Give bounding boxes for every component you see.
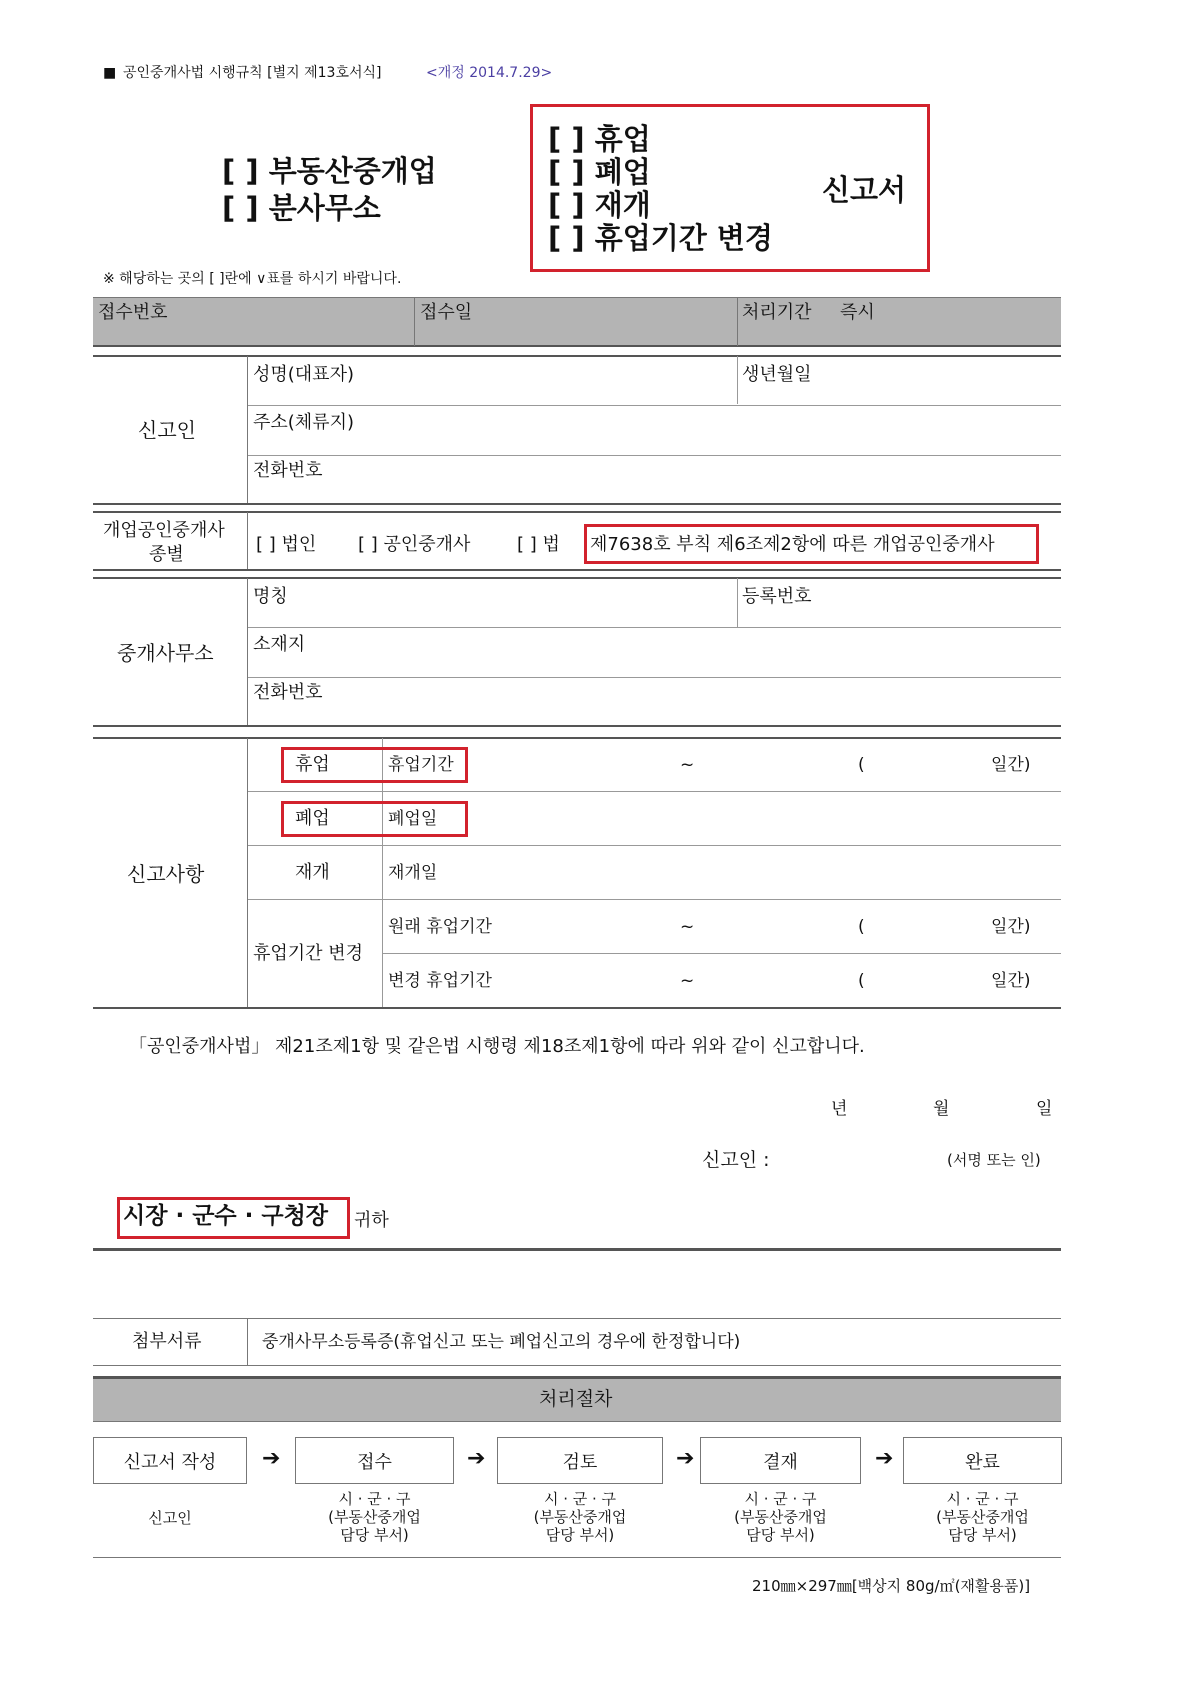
processing-period-value: 즉시 [840,302,875,323]
procedure-arrow-1: ➔ [262,1446,281,1471]
broker-type-corporation[interactable]: [ ] 법인 [256,534,317,555]
original-period-paren: ( [858,917,865,937]
procedure-step-5-actor: 시 · 군 · 구 (부동산중개업 담당 부서) [936,1490,1029,1544]
source-mark: ■ [103,65,117,81]
attachment-value: 중개사무소등록증(휴업신고 또는 폐업신고의 경우에 한정합니다) [262,1332,741,1352]
procedure-step-2-label: 접수 [357,1451,392,1473]
processing-period-label: 처리기간 [742,302,812,323]
reporter-name-label: 성명(대표자) [253,364,354,385]
title-option-period-change: [ ] 휴업기간 변경 [548,221,773,255]
changed-period-tilde: ~ [680,971,695,991]
title-option-branch: [ ] 분사무소 [222,191,381,225]
broker-type-law[interactable]: [ ] 법 [517,534,560,555]
procedure-step-4-label: 결재 [763,1451,798,1473]
original-period-label: 원래 휴업기간 [388,917,492,937]
procedure-step-3 [497,1437,663,1484]
receipt-date-label: 접수일 [420,302,473,323]
suspension-period-paren: ( [858,755,865,775]
office-reg-label: 등록번호 [742,586,812,607]
legal-statement: 「공인중개사법」 제21조제1항 및 같은법 시행령 제18조제1항에 따라 위와 같이 신고합니다. [129,1036,865,1057]
procedure-step-3-actor: 시 · 군 · 구 (부동산중개업 담당 부서) [533,1490,627,1544]
date-year: 년 [831,1099,848,1119]
report-type-period-change: 휴업기간 변경 [253,943,364,964]
check-notice: ※ 해당하는 곳의 [ ]란에 ∨표를 하시기 바랍니다. [103,271,402,287]
procedure-title: 처리절차 [539,1388,613,1410]
title-option-suspension: [ ] 휴업 [548,122,651,156]
reporter-phone-label: 전화번호 [253,460,323,481]
office-name-label: 명칭 [253,586,288,607]
procedure-step-4 [700,1437,861,1484]
attachment-label: 첨부서류 [132,1331,202,1352]
recipient-name: 시장 · 군수 · 구청장 [123,1203,329,1229]
receipt-row [93,297,1061,347]
signature-label: 신고인 : [702,1149,770,1171]
resumption-date-label: 재개일 [388,863,438,883]
procedure-step-2 [295,1437,454,1484]
broker-type-label-line1: 개업공인중개사 [103,520,225,541]
suspension-period-days: 일간) [991,755,1031,775]
date-month: 월 [933,1099,950,1119]
closure-date-label: 폐업일 [388,809,438,829]
broker-type-licensed[interactable]: [ ] 공인중개사 [358,534,471,555]
broker-type-law-detail: 제7638호 부칙 제6조제2항에 따른 개업공인중개사 [590,534,995,555]
title-option-brokerage: [ ] 부동산중개업 [222,154,437,188]
procedure-step-3-label: 검토 [562,1451,598,1473]
report-type-suspension: 휴업 [295,754,330,775]
report-section-label: 신고사항 [127,862,205,886]
title-option-closure: [ ] 폐업 [548,155,651,189]
procedure-step-1-label: 신고서 작성 [123,1451,217,1473]
procedure-arrow-2: ➔ [467,1446,486,1471]
procedure-arrow-4: ➔ [875,1446,894,1471]
office-location-label: 소재지 [253,634,306,655]
broker-type-label-line2: 종별 [149,544,184,565]
receipt-number-label: 접수번호 [98,302,168,323]
title-option-resumption: [ ] 재개 [548,188,651,222]
suspension-period-tilde: ~ [680,755,695,775]
procedure-step-2-actor: 시 · 군 · 구 (부동산중개업 담당 부서) [328,1490,421,1544]
paper-spec: 210㎜×297㎜[백상지 80g/㎡(재활용품)] [752,1577,1031,1595]
original-period-days: 일간) [991,917,1031,937]
changed-period-label: 변경 휴업기간 [388,971,492,991]
suspension-period-label: 휴업기간 [388,755,454,775]
procedure-step-1 [93,1437,247,1484]
original-period-tilde: ~ [680,917,695,937]
procedure-step-4-actor: 시 · 군 · 구 (부동산중개업 담당 부서) [734,1490,827,1544]
revision-date: <개정 2014.7.29> [426,65,553,81]
procedure-step-5-label: 완료 [965,1451,1000,1473]
title-report: 신고서 [822,173,907,207]
changed-period-paren: ( [858,971,865,991]
report-type-closure: 폐업 [295,808,330,829]
changed-period-days: 일간) [991,971,1031,991]
procedure-step-1-actor: 신고인 [148,1509,192,1527]
procedure-arrow-3: ➔ [676,1446,695,1471]
office-section-label: 중개사무소 [117,641,214,665]
office-phone-label: 전화번호 [253,682,323,703]
reporter-address-label: 주소(체류지) [253,412,354,433]
procedure-step-5 [903,1437,1062,1484]
recipient-suffix: 귀하 [354,1210,389,1231]
signature-hint: (서명 또는 인) [947,1151,1041,1169]
report-type-resumption: 재개 [295,862,330,883]
date-day: 일 [1036,1099,1053,1119]
reporter-birth-label: 생년월일 [742,364,812,385]
reporter-section-label: 신고인 [138,418,196,442]
form-source: 공인중개사법 시행규칙 [별지 제13호서식] [123,65,382,81]
